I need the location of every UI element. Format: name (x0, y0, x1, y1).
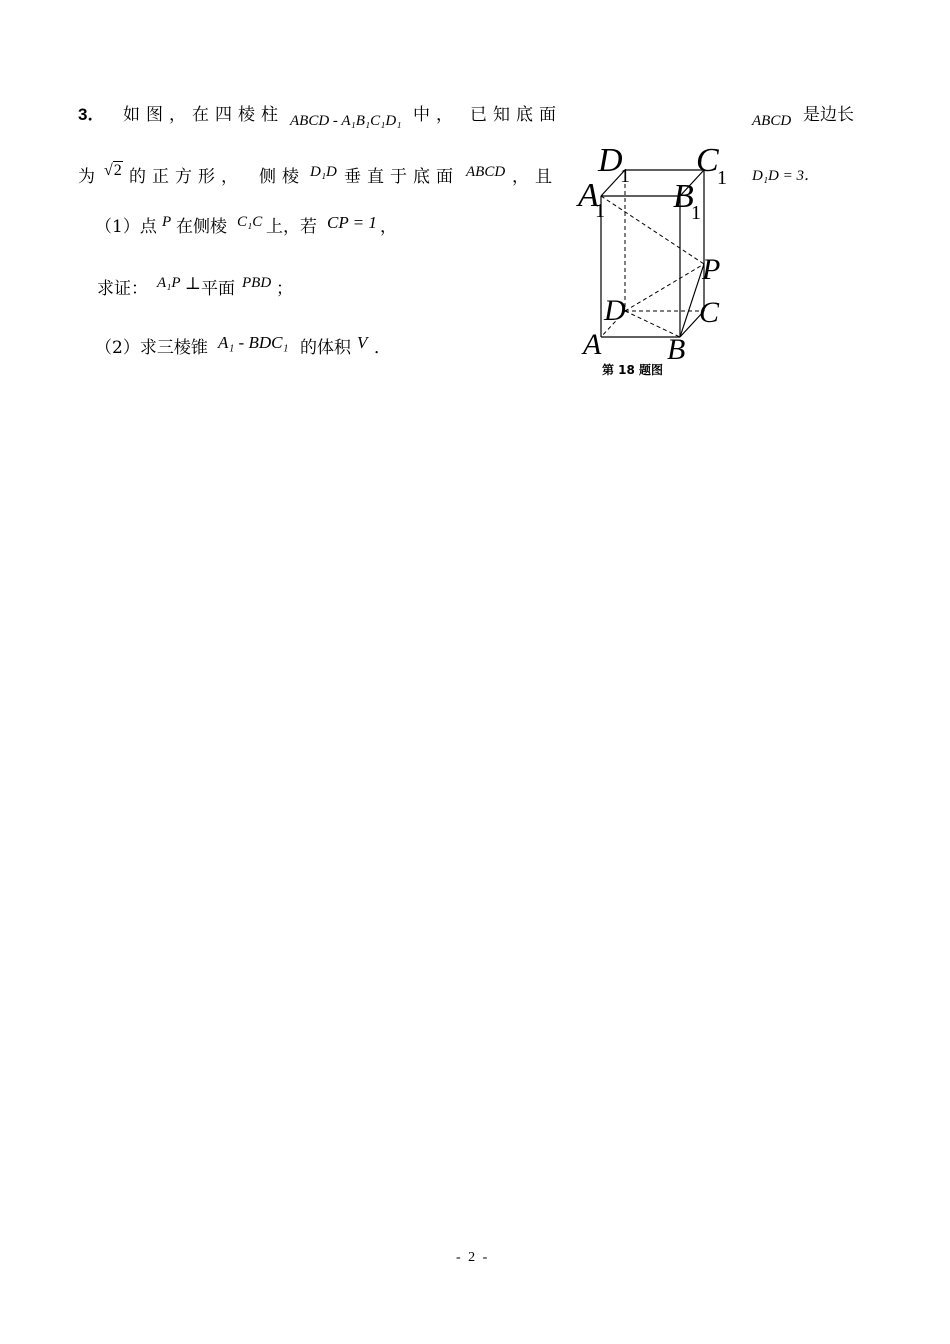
label-p: P (702, 253, 721, 286)
perp-symbol: ⊥ (185, 274, 201, 294)
label-c: C (699, 296, 720, 329)
problem-number: 3． (78, 105, 105, 124)
line-a1p: A₁P (157, 275, 181, 291)
label-a1-sub: 1 (595, 200, 605, 222)
plane-text: 平面 (201, 279, 235, 299)
label-d1-sub: 1 (620, 165, 630, 187)
label-b1-sub: 1 (691, 202, 701, 224)
part2-period: ． (374, 338, 391, 358)
sqrt-radicand: 2 (113, 162, 122, 179)
prism-name: ABCD - A₁B₁C₁D₁ (290, 113, 402, 129)
edge-d1d: D₁D (310, 164, 337, 180)
base-name-1: ABCD (752, 113, 792, 129)
and-text: ，且 (512, 167, 558, 187)
square-text: 的正方形， (129, 167, 244, 187)
pyramid-name: A₁ - BDC₁ (218, 333, 289, 352)
base-name-2: ABCD (466, 164, 506, 180)
part2-volume-text: 的体积 (300, 338, 351, 358)
edge-c1c: C₁C (237, 214, 263, 230)
part2-label: （2）求三棱锥 (95, 338, 208, 358)
edge-text: 侧棱 (259, 167, 305, 187)
for-text: 为 (78, 167, 101, 187)
label-c1: C (696, 142, 719, 179)
label-b: B (667, 333, 686, 366)
label-a: A (583, 328, 602, 361)
part1-on-edge-text: 在侧棱 (176, 217, 227, 237)
label-d1: D (598, 142, 623, 179)
side-length-text: 是边长 (803, 105, 854, 125)
height-condition: D₁D = 3． (752, 168, 820, 184)
cp-condition: CP = 1 (327, 213, 377, 232)
volume-v: V (357, 333, 368, 352)
problem-intro-text: 如图，在四棱柱 (123, 105, 284, 125)
prism-after-text: 中， (413, 105, 459, 125)
page-number: - 2 - (456, 1250, 490, 1265)
label-b1: B (673, 178, 694, 215)
plane-pbd: PBD (242, 275, 272, 291)
part1-if-text: 上，若 (266, 217, 317, 237)
known-text: 已知底面 (470, 105, 562, 125)
sqrt-two: √2 (104, 162, 122, 179)
part1-label: （1）点 (95, 217, 157, 237)
point-p: P (162, 214, 172, 230)
label-a1: A (578, 177, 599, 214)
figure-caption: 第 18 题图 (602, 363, 664, 377)
perp-text: 垂直于底面 (344, 167, 459, 187)
label-d: D (604, 294, 626, 327)
label-c1-sub: 1 (717, 167, 727, 189)
prove-label: 求证： (97, 279, 148, 299)
prove-semicolon: ； (276, 279, 293, 299)
part1-comma: ， (380, 217, 397, 237)
hidden-segment-dp (625, 264, 704, 311)
prism-figure (570, 140, 750, 380)
